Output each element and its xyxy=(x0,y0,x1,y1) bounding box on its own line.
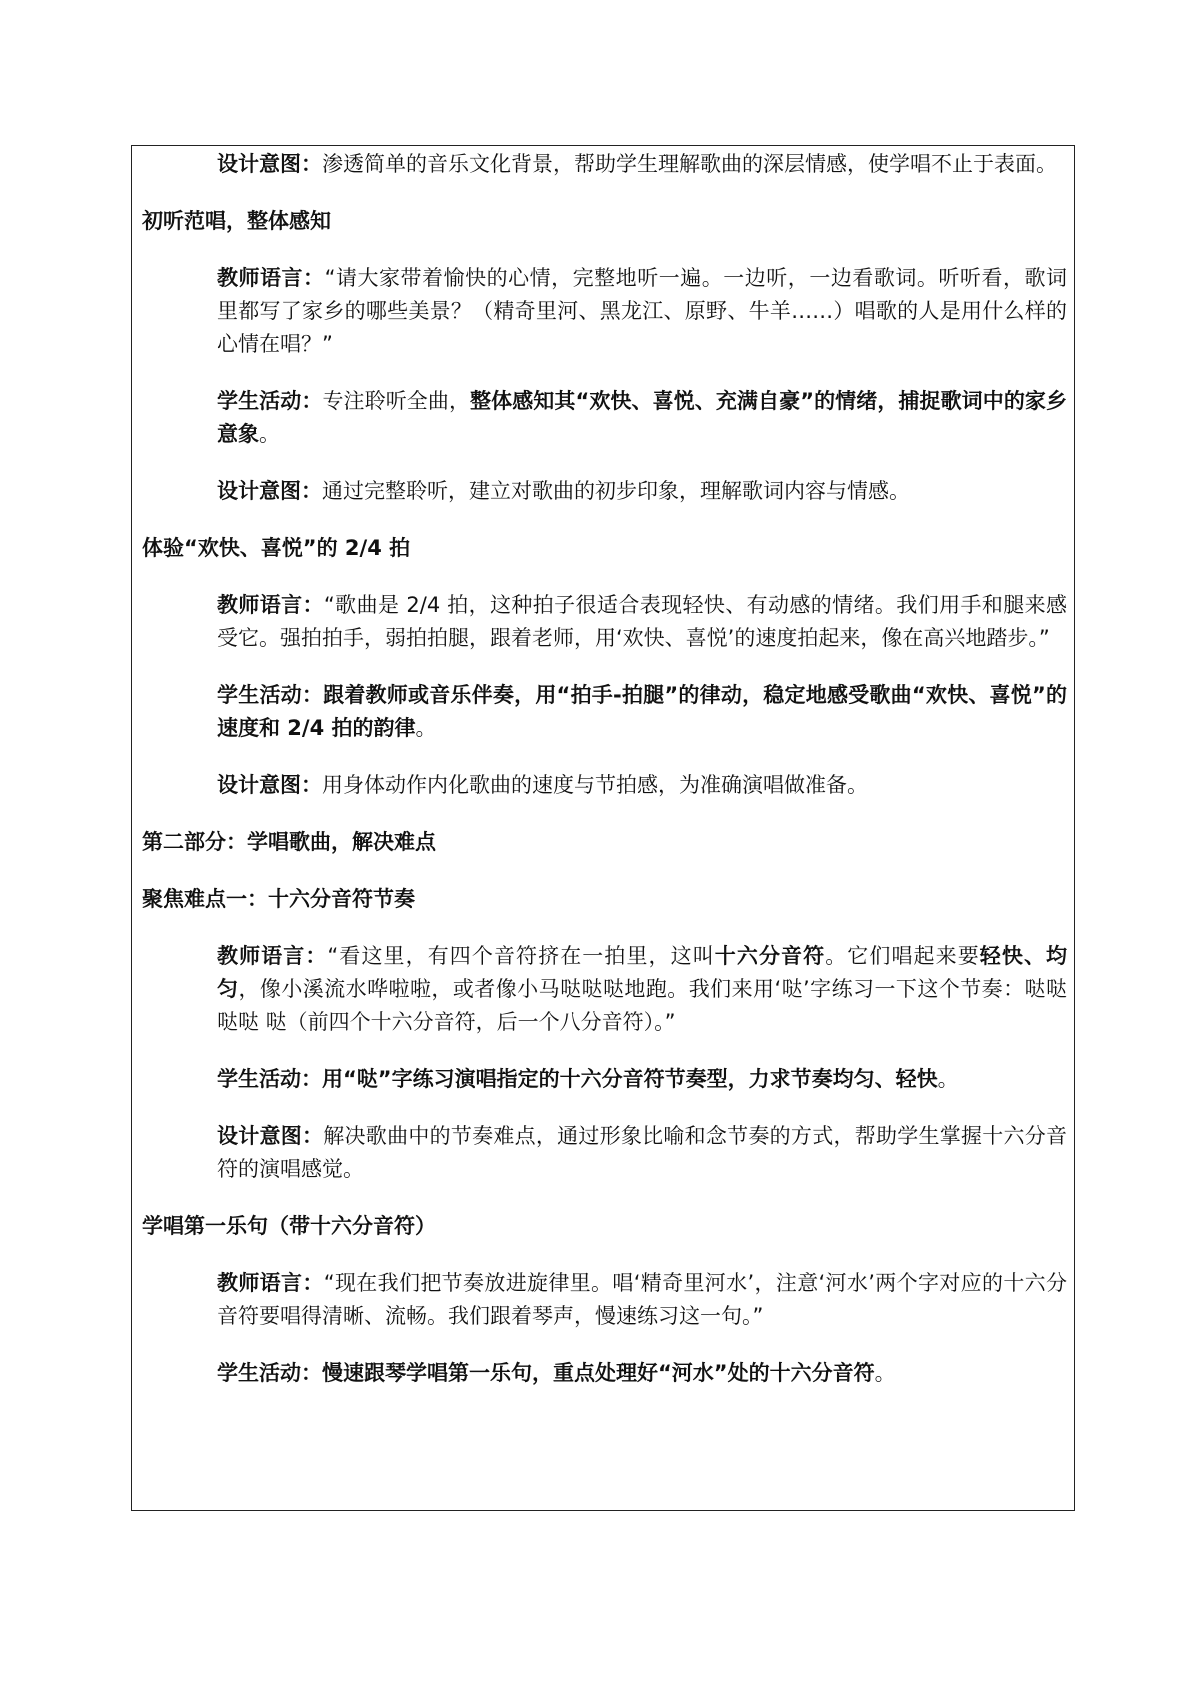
paragraph-gap xyxy=(142,1243,1067,1267)
paragraph-label: 学生活动： xyxy=(217,389,323,413)
body-paragraph xyxy=(217,1357,1067,1390)
paragraph-label: 教师语言： xyxy=(217,944,328,968)
text-run: 专注聆听全曲， xyxy=(322,389,471,413)
bold-text-run: 整体感知其“欢快、喜悦、充满自豪”的情绪，捕捉歌词中的家乡意象 xyxy=(217,389,1068,446)
text-run: 。 xyxy=(874,1361,896,1385)
paragraph-label: 设计意图： xyxy=(217,152,322,176)
section-heading: 第二部分：学唱歌曲，解决难点 xyxy=(142,830,436,854)
paragraph-label: 教师语言： xyxy=(217,593,324,617)
paragraph-gap xyxy=(142,916,1067,940)
paragraph-label: 学生活动： xyxy=(217,683,324,707)
bold-text-run: 跟着教师或音乐伴奏，用“拍手-拍腿”的律动，稳定地感受歌曲“欢快、喜悦”的速度和 2/4 拍的韵律 xyxy=(217,683,1068,740)
text-run: 。 xyxy=(937,1067,959,1091)
paragraph-label: 学生活动： xyxy=(217,1361,322,1385)
paragraph-gap xyxy=(142,1039,1067,1063)
text-run: 。它们唱起来要 xyxy=(825,944,980,968)
paragraph-gap xyxy=(142,451,1067,475)
text-run: 解决歌曲中的节奏难点，通过形象比喻和念节奏的方式，帮助学生掌握十六分音符的演唱感觉。 xyxy=(217,1124,1068,1181)
body-paragraph xyxy=(217,148,1067,181)
text-run: 渗透简单的音乐文化背景，帮助学生理解歌曲的深层情感，使学唱不止于表面。 xyxy=(322,152,1057,176)
paragraph-gap xyxy=(142,1186,1067,1210)
paragraph-label: 设计意图： xyxy=(217,773,322,797)
paragraph-label: 设计意图： xyxy=(217,479,322,503)
paragraph-gap xyxy=(142,181,1067,205)
text-run: “看这里，有四个音符挤在一拍里，这叫 xyxy=(327,944,715,968)
paragraph-label: 设计意图： xyxy=(217,1124,324,1148)
text-run: “请大家带着愉快的心情，完整地听一遍。一边听，一边看歌词。听听看，歌词里都写了家乡的哪些美景？（精奇里河、黑龙江、原野、牛羊……）唱歌的人是用什么样的心情在唱？” xyxy=(217,266,1067,356)
section-heading: 体验“欢快、喜悦”的 2/4 拍 xyxy=(142,536,411,560)
bold-text-run: 轻快、均匀 xyxy=(217,944,1068,1001)
text-run: 通过完整聆听，建立对歌曲的初步印象，理解歌词内容与情感。 xyxy=(322,479,910,503)
text-run: 用身体动作内化歌曲的速度与节拍感，为准确演唱做准备。 xyxy=(322,773,868,797)
body-paragraph xyxy=(217,1120,1067,1186)
bold-text-run: 用“哒”字练习演唱指定的十六分音符节奏型，力求节奏均匀、轻快 xyxy=(322,1067,938,1091)
text-run: 。 xyxy=(259,422,280,446)
paragraph-gap xyxy=(142,1333,1067,1357)
paragraph-gap xyxy=(142,238,1067,262)
paragraph-label: 学生活动： xyxy=(217,1067,322,1091)
paragraph-label: 教师语言： xyxy=(217,266,325,290)
paragraph-label: 教师语言： xyxy=(217,1271,324,1295)
text-run: 。 xyxy=(415,716,437,740)
document-body xyxy=(142,148,1067,1390)
body-paragraph xyxy=(217,589,1067,655)
body-paragraph xyxy=(217,679,1067,745)
body-paragraph xyxy=(217,1267,1067,1333)
bold-text-run: 慢速跟琴学唱第一乐句，重点处理好“河水”处的十六分音符 xyxy=(322,1361,875,1385)
section-heading: 聚焦难点一：十六分音符节奏 xyxy=(142,887,415,911)
bold-text-run: 十六分音符 xyxy=(714,944,826,968)
text-run: “歌曲是 2/4 拍，这种拍子很适合表现轻快、有动感的情绪。我们用手和腿来感受它。强拍拍手，弱拍拍腿，跟着老师，用‘欢快、喜悦’的速度拍起来，像在高兴地踏步。” xyxy=(217,593,1067,650)
section-heading: 学唱第一乐句（带十六分音符） xyxy=(142,1214,436,1238)
paragraph-gap xyxy=(142,802,1067,826)
paragraph-gap xyxy=(142,655,1067,679)
paragraph-gap xyxy=(142,565,1067,589)
paragraph-gap xyxy=(142,859,1067,883)
body-paragraph xyxy=(217,475,1067,508)
body-paragraph xyxy=(217,385,1067,451)
body-paragraph xyxy=(217,769,1067,802)
paragraph-gap xyxy=(142,745,1067,769)
body-paragraph xyxy=(217,262,1067,361)
paragraph-gap xyxy=(142,508,1067,532)
paragraph-gap xyxy=(142,361,1067,385)
text-run: “现在我们把节奏放进旋律里。唱‘精奇里河水’，注意‘河水’两个字对应的十六分音符要唱得清晰、流畅。我们跟着琴声，慢速练习这一句。” xyxy=(217,1271,1068,1328)
text-run: ，像小溪流水哗啦啦，或者像小马哒哒哒地跑。我们来用‘哒’字练习一下这个节奏：哒哒哒哒 哒（前四个十六分音符，后一个八分音符）。” xyxy=(217,977,1067,1034)
section-heading: 初听范唱，整体感知 xyxy=(142,209,331,233)
body-paragraph xyxy=(217,940,1067,1039)
paragraph-gap xyxy=(142,1096,1067,1120)
body-paragraph xyxy=(217,1063,1067,1096)
